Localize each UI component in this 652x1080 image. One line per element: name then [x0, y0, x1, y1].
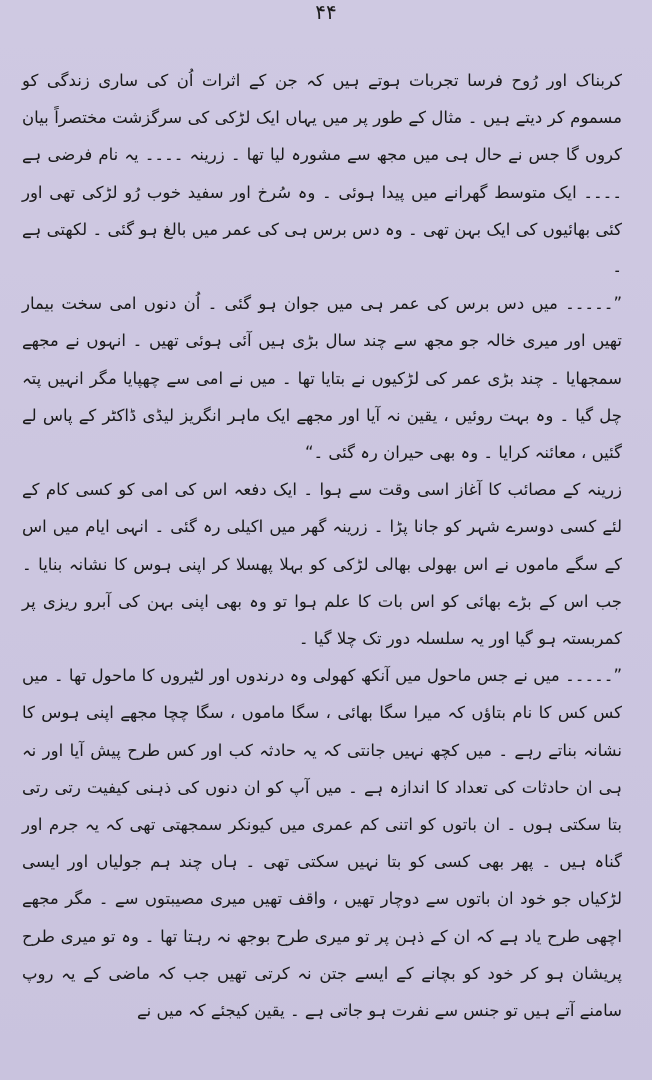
- page-number: ۴۴: [315, 0, 337, 24]
- paragraph-quote-1: ”۔۔۔۔۔ میں دس برس کی عمر ہی میں جوان ہو گئی ۔ اُن دنوں امی سخت بیمار تھیں اور میری خالہ جو مجھ سے چند سال بڑی ہیں آئی ہوئی تھیں ۔ انہوں نے مجھے سمجھایا ۔ چند بڑی عمر کی لڑکیوں نے بتایا تھا ۔ میں نے امی سے چھپایا مگر انہیں پتہ چل گیا ۔ وہ بہت روئیں ، یقین نہ آیا اور مجھے ایک ماہر انگریز لیڈی ڈاکٹر کے پاس لے گئیں ، معائنہ کرایا ۔ وہ بھی حیران رہ گئی ۔“: [22, 294, 622, 463]
- paragraph-narration-2: زرینہ کے مصائب کا آغاز اسی وقت سے ہوا ۔ ایک دفعہ اس کی امی کو کسی کام کے لئے کسی دوسرے شہر کو جانا پڑا ۔ زرینہ گھر میں اکیلی رہ گئی ۔ انہی ایام میں اس کے سگے ماموں نے اس بھولی بھالی لڑکی کو بہلا پھسلا کر اپنی ہوس کا نشانہ بنایا ۔ جب اس کے بڑے بھائی کو اس بات کا علم ہوا تو وہ بھی اپنی بہن کی آبرو ریزی پر کمربستہ ہو گیا اور یہ سلسلہ دور تک چلا گیا ۔: [22, 480, 622, 649]
- paragraph-quote-2: ”۔۔۔۔۔ میں نے جس ماحول میں آنکھ کھولی وہ درندوں اور لٹیروں کا ماحول تھا ۔ میں کس کس کا نام بتاؤں کہ میرا سگا بھائی ، سگا ماموں ، سگا چچا مجھے اپنی ہوس کا نشانہ بناتے رہے ۔ میں کچھ نہیں جانتی کہ یہ حادثہ کب اور کس طرح پیش آیا اور نہ ہی ان حادثات کی تعداد کا اندازہ ہے ۔ میں آپ کو ان دنوں کی ذہنی کیفیت رتی رتی بتا سکتی ہوں ۔ ان باتوں کو اتنی کم عمری میں کیونکر سمجھتی تھی کہ یہ جرم اور گناہ ہیں ۔ پھر بھی کسی کو بتا نہیں سکتی تھی ۔ ہاں چند ہم جولیاں اور ایسی لڑکیاں جو خود ان باتوں سے دوچار تھیں ، واقف تھیں میری مصیبتوں سے ۔ مگر مجھے اچھی طرح یاد ہے کہ ان کے ذہن پر تو میری طرح بوجھ نہ رہتا تھا ۔ وہ تو میری طرح پریشان ہو کر خود کو بچانے کے ایسے جتن نہ کرتی تھیں جب کہ ماضی کے یہ روپ سامنے آتے ہیں تو جنس سے نفرت ہو جاتی ہے ۔ یقین کیجئے کہ میں نے: [22, 666, 622, 1021]
- paragraph-narration-1: کربناک اور رُوح فرسا تجربات ہوتے ہیں کہ جن کے اثرات اُن کی ساری زندگی کو مسموم کر دیتے ہیں ۔ مثال کے طور پر میں یہاں ایک لڑکی کی سرگزشت مختصراً بیان کروں گا جس نے حال ہی میں مجھ سے مشورہ لیا تھا ۔ زرینہ ۔۔۔۔ یہ نام فرضی ہے ۔۔۔۔ ایک متوسط گھرانے میں پیدا ہوئی ۔ وہ سُرخ اور سفید خوب رُو لڑکی تھی اور کئی بھائیوں کی ایک بہن تھی ۔ وہ دس برس ہی کی عمر میں بالغ ہو گئی ۔ لکھتی ہے ۔: [22, 71, 622, 277]
- article-body: [22, 62, 622, 1029]
